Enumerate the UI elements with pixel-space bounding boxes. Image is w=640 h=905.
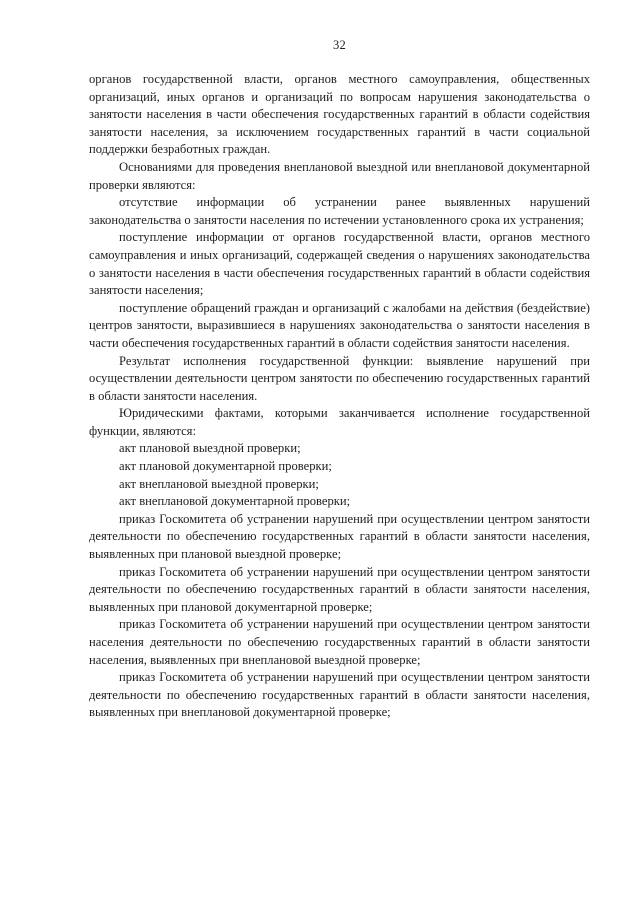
paragraph-continuation: органов государственной власти, органов местного самоуправления, общественных организаций, иных органов и организаций по вопросам нарушения законодательства о занятости населения в части обеспечения государственных гарантий в области содействия занятости населения, за исключением государственных гарантий в части социальной поддержки безработных граждан. [89, 72, 590, 157]
paragraph-ground-1: отсутствие информации об устранении ранее выявленных нарушений законодательства о занятости населения по истечении установленного срока их устранения; [89, 195, 590, 227]
page-number: 32 [333, 38, 346, 52]
paragraph-result: Результат исполнения государственной функции: выявление нарушений при осуществлении деятельности центром занятости по обеспечению государственных гарантий в области занятости населения. [89, 353, 590, 403]
paragraph-ground-3: поступление обращений граждан и организаций с жалобами на действия (бездействие) центров занятости, выразившиеся в нарушениях законодательства о занятости населения в части обеспечения государственных гарантий в области содействия занятости населения. [89, 300, 590, 350]
list-item-act-3: акт внеплановой выездной проверки; [119, 476, 319, 491]
list-item-order-3: приказ Госкомитета об устранении нарушений при осуществлении центром занятости населения деятельности по обеспечению государственных гарантий в области занятости населения, выявленных при внеплановой выездной проверке; [89, 617, 590, 667]
list-item-order-1: приказ Госкомитета об устранении нарушений при осуществлении центром занятости деятельности по обеспечению государственных гарантий в области занятости населения, выявленных при плановой выездной проверке; [89, 511, 590, 562]
list-item-act-1: акт плановой выездной проверки; [119, 441, 301, 456]
list-item-order-2: приказ Госкомитета об устранении нарушений при осуществлении центром занятости деятельности по обеспечению государственных гарантий в области занятости населения, выявленных при плановой документарной проверке; [89, 564, 590, 614]
list-item-act-4: акт внеплановой документарной проверки; [119, 494, 351, 509]
paragraph-ground-2: поступление информации от органов государственной власти, органов местного самоуправления и иных организаций, содержащей сведения о нарушениях законодательства о занятости населения в части обеспечения государственных гарантий в области содействия занятости населения; [89, 230, 590, 298]
paragraph-legal-facts-intro: Юридическими фактами, которыми заканчивается исполнение государственной функции, являются: [89, 406, 590, 438]
list-item-order-4: приказ Госкомитета об устранении нарушений при осуществлении центром занятости деятельности по обеспечению государственных гарантий в области занятости населения, выявленных при внеплановой документарной проверке; [89, 670, 590, 720]
document-body [89, 71, 590, 722]
list-item-act-2: акт плановой документарной проверки; [119, 459, 332, 474]
paragraph-grounds-intro: Основаниями для проведения внеплановой выездной или внеплановой документарной проверки являются: [89, 159, 590, 192]
